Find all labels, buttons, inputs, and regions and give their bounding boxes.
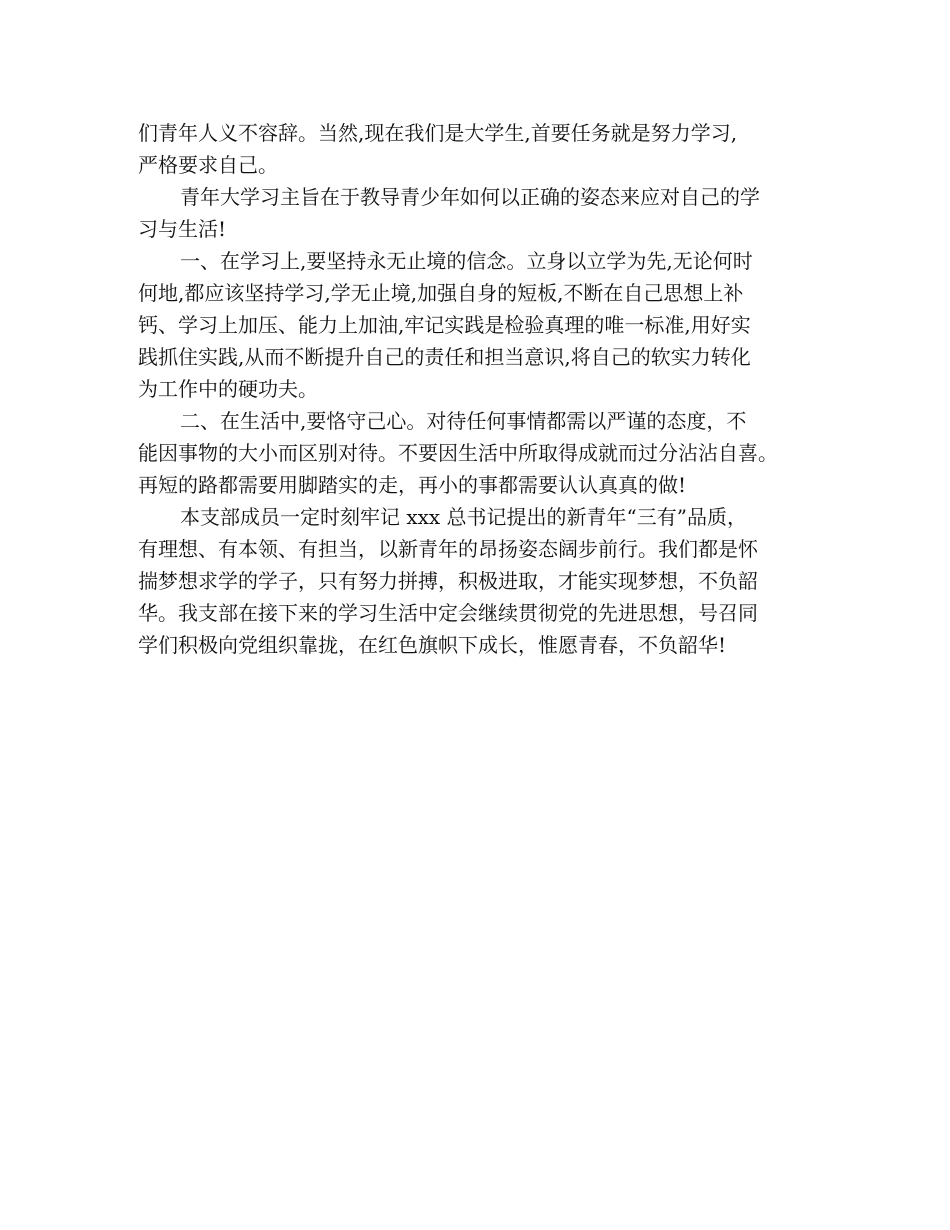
text-line: 践抓住实践,从而不断提升自己的责任和担当意识,将自己的软实力转化 bbox=[138, 345, 751, 369]
text-line: 学们积极向党组织靠拢，在红色旗帜下成长，惟愿青春，不负韶华! bbox=[138, 633, 727, 657]
paragraph-1 bbox=[138, 117, 828, 181]
paragraph-4 bbox=[138, 405, 828, 501]
text-line: 何地,都应该坚持学习,学无止境,加强自身的短板,不断在自己思想上补 bbox=[138, 281, 744, 305]
paragraph-2 bbox=[138, 181, 828, 245]
text-line: 华。我支部在接下来的学习生活中定会继续贯彻党的先进思想，号召同 bbox=[138, 601, 758, 625]
text-line: 们青年人义不容辞。当然,现在我们是大学生,首要任务就是努力学习, bbox=[138, 121, 738, 145]
text-line: 本支部成员一定时刻牢记 xxx 总书记提出的新青年“三有”品质， bbox=[180, 505, 748, 529]
text-line: 二、在生活中,要恪守己心。对待任何事情都需以严谨的态度，不 bbox=[180, 409, 747, 433]
document-body bbox=[138, 117, 828, 661]
text-line: 一、在学习上,要坚持永无止境的信念。立身以立学为先,无论何时 bbox=[180, 249, 753, 273]
text-line: 严格要求自己。 bbox=[138, 153, 278, 177]
text-line: 有理想、有本领、有担当，以新青年的昂扬姿态阔步前行。我们都是怀 bbox=[138, 537, 758, 561]
text-line: 钙、学习上加压、能力上加油,牢记实践是检验真理的唯一标准,用好实 bbox=[138, 313, 751, 337]
text-line: 青年大学习主旨在于教导青少年如何以正确的姿态来应对自己的学 bbox=[180, 185, 760, 209]
paragraph-3 bbox=[138, 245, 828, 405]
text-line: 能因事物的大小而区别对待。不要因生活中所取得成就而过分沾沾自喜。 bbox=[138, 441, 778, 465]
text-line: 再短的路都需要用脚踏实的走，再小的事都需要认认真真的做! bbox=[138, 473, 687, 497]
text-line: 为工作中的硬功夫。 bbox=[138, 377, 318, 401]
paragraph-5 bbox=[138, 501, 828, 661]
text-line: 揣梦想求学的学子，只有努力拼搏，积极进取，才能实现梦想，不负韶 bbox=[138, 569, 758, 593]
text-line: 习与生活! bbox=[138, 217, 227, 241]
